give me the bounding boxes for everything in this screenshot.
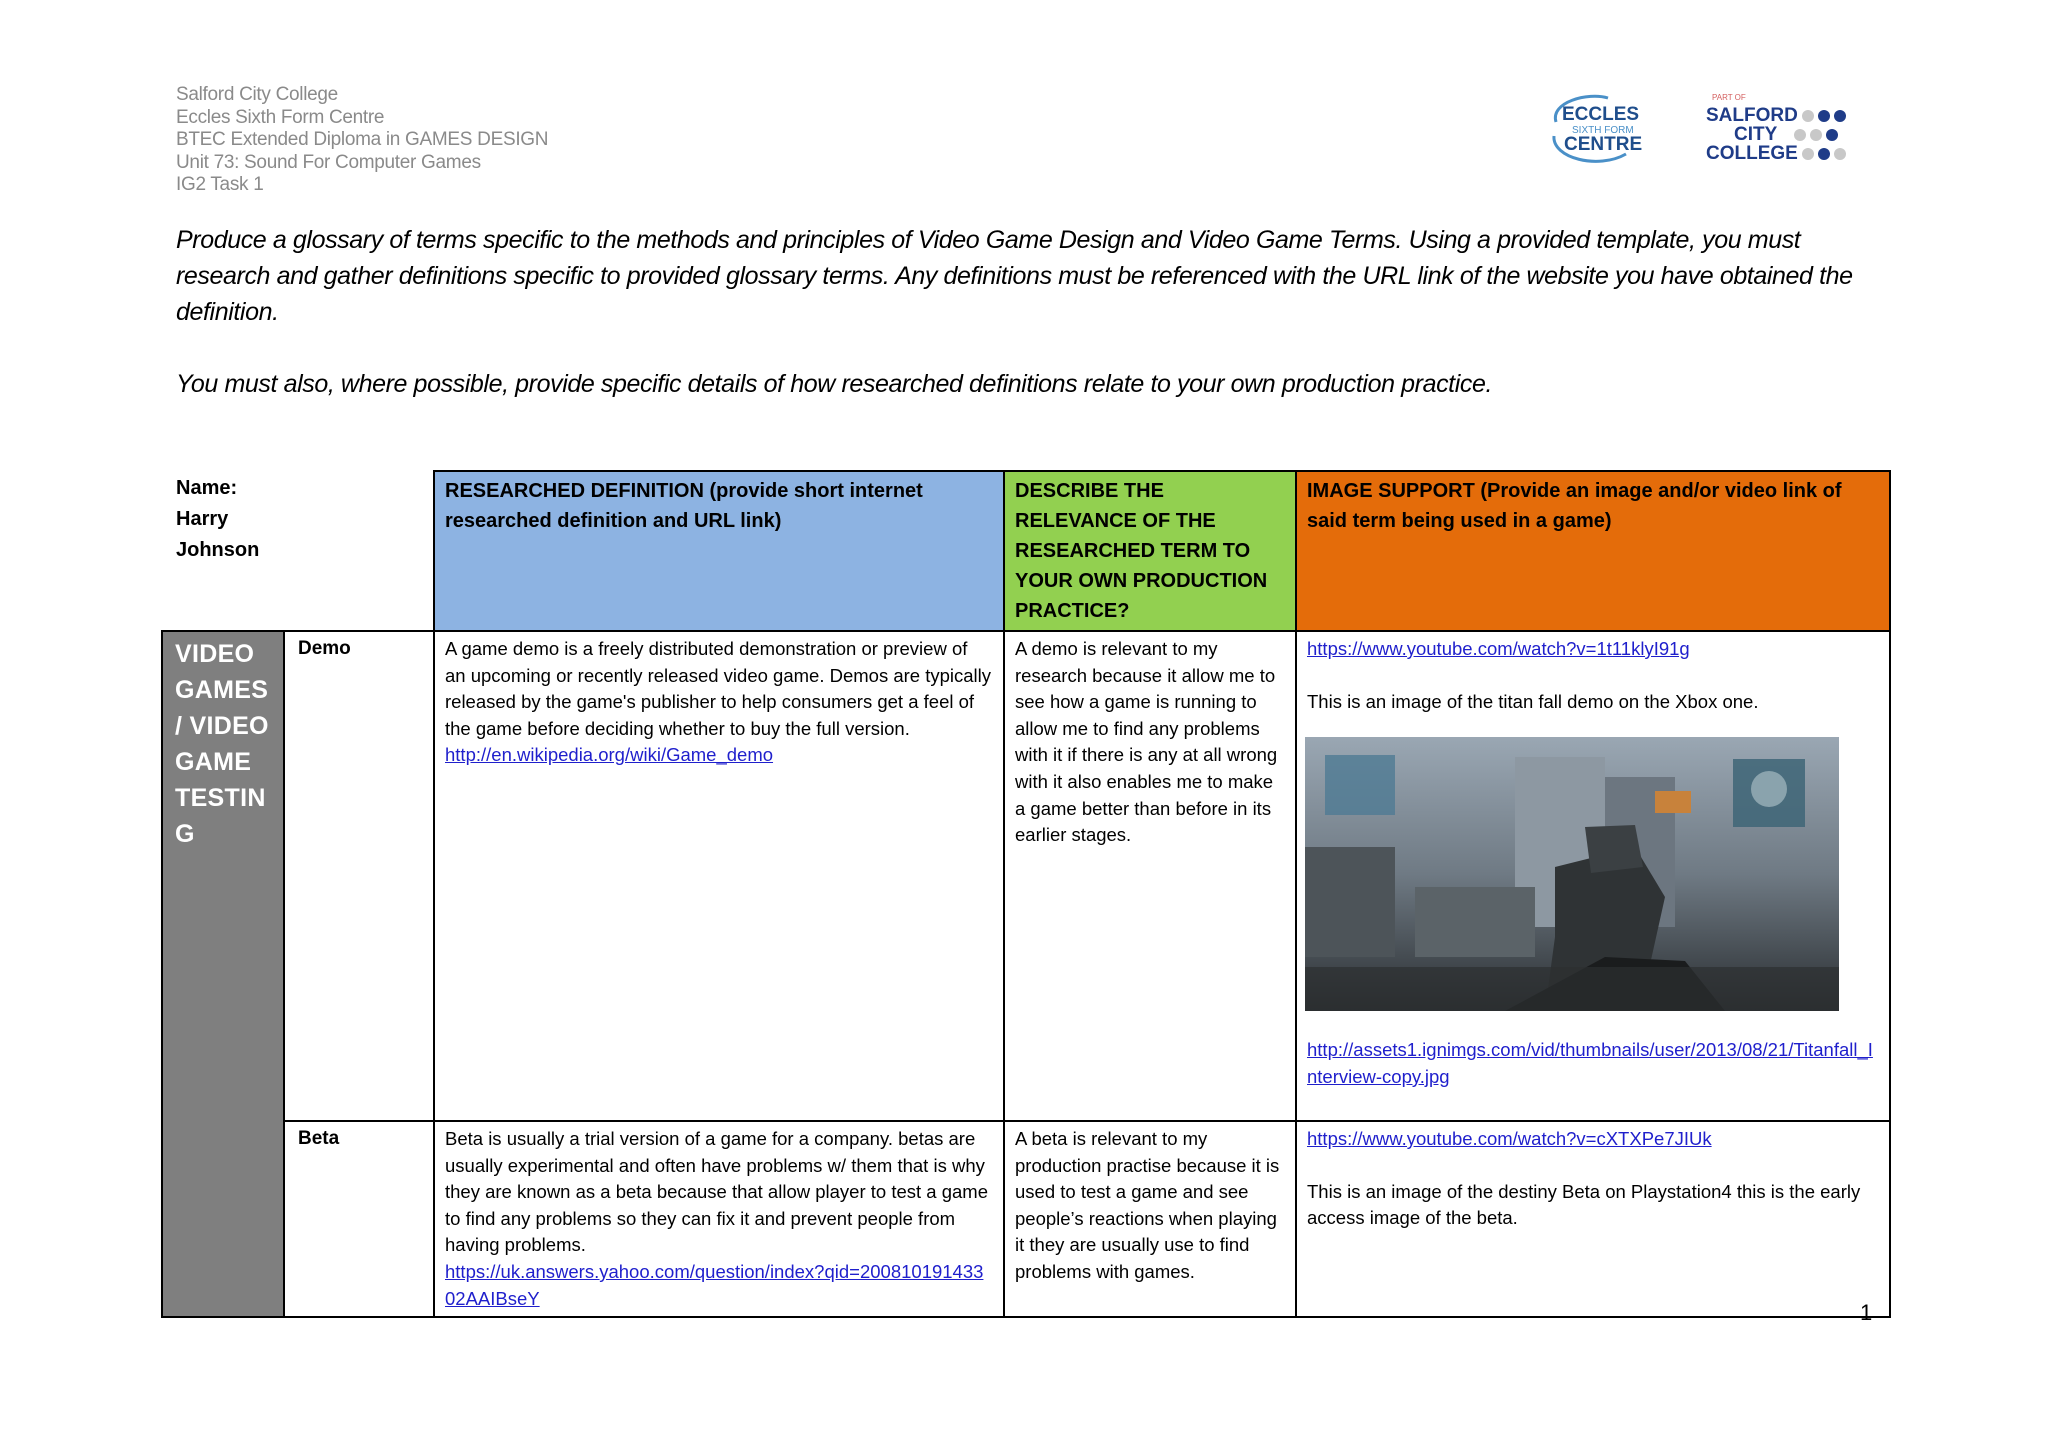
definition-beta [434, 1121, 1004, 1317]
definition-text: Beta is usually a trial version of a game for a company. betas are usually experimental and often have problems w/ them that is why they are known as a beta because that allow player to test a game to find any problems so they can fix it and prevent people from having problems. [445, 1128, 988, 1256]
student-name-cell [162, 471, 434, 631]
column-header-definition: RESEARCHED DEFINITION (provide short internet researched definition and URL link) [434, 471, 1004, 631]
definition-link[interactable]: http://en.wikipedia.org/wiki/Game_demo [445, 744, 774, 766]
eccles-centre-logo [1554, 96, 1642, 161]
relevance-beta: A beta is relevant to my production practise because it is used to test a game and see people’s reactions when playing it they are usually use to find problems with games. [1004, 1121, 1296, 1317]
table-row [162, 631, 1890, 1121]
header-line-course: BTEC Extended Diploma in GAMES DESIGN [176, 129, 549, 150]
header-line-college: Salford City College [176, 84, 338, 105]
column-header-image: IMAGE SUPPORT (Provide an image and/or video link of said term being used in a game) [1296, 471, 1890, 631]
definition-text: A game demo is a freely distributed demonstration or preview of an upcoming or recently released video game. Demos are typically released by the game's publisher to help consumers get a feel of the game before deciding whether to buy the full version. [445, 638, 992, 739]
salford-city-college-logo [1706, 93, 1846, 164]
glossary-table [161, 470, 1891, 1318]
definition-demo [434, 631, 1004, 1121]
titanfall-screenshot-image [1305, 737, 1839, 1011]
term-demo: Demo [284, 631, 434, 1121]
name-value-last: Johnson [176, 539, 260, 561]
category-label: VIDEO GAMES / VIDEO GAME TESTING [162, 631, 284, 1317]
video-link[interactable]: https://www.youtube.com/watch?v=1t11klyI91g [1307, 638, 1690, 659]
eccles-logo-line1: ECCLES [1562, 104, 1640, 125]
eccles-logo-line2: SIXTH FORM [1572, 125, 1634, 136]
image-description: This is an image of the destiny Beta on Playstation4 this is the early access image of the beta. [1307, 1180, 1861, 1229]
header-line-unit: Unit 73: Sound For Computer Games [176, 151, 481, 173]
column-header-relevance: DESCRIBE THE RELEVANCE OF THE RESEARCHED TERM TO YOUR OWN PRODUCTION PRACTICE? [1004, 471, 1296, 631]
image-description: This is an image of the titan fall demo on the Xbox one. [1307, 690, 1759, 712]
page-number: 1 [1860, 1300, 1873, 1325]
table-row [162, 1121, 1890, 1317]
image-support-beta [1296, 1121, 1890, 1317]
image-support-demo [1296, 631, 1890, 1121]
salford-logo-line1: SALFORD [1706, 105, 1798, 126]
document-header [176, 84, 548, 197]
table-header-row [162, 471, 1890, 631]
instructions-paragraph-2: You must also, where possible, provide specific details of how researched definitions relate to your own production practice. [176, 370, 1493, 398]
video-link[interactable]: https://www.youtube.com/watch?v=cXTXPe7JIUk [1307, 1128, 1712, 1149]
name-value-first: Harry [176, 508, 229, 530]
header-line-centre: Eccles Sixth Form Centre [176, 106, 385, 128]
instructions-paragraph-1: Produce a glossary of terms specific to the methods and principles of Video Game Design and Video Game Terms. Using a provided template, you must research and gather definitions specific to provided glossary terms. Any definitions must be referenced with the URL link of the website you have obtained the definition. [176, 226, 1853, 326]
college-logos [1548, 92, 1868, 170]
salford-logo-line3: COLLEGE [1706, 143, 1798, 164]
definition-link[interactable]: https://uk.answers.yahoo.com/question/index?qid=20081019143302AAIBseY [445, 1260, 984, 1309]
name-label: Name: [176, 477, 238, 499]
salford-logo-partof: PART OF [1712, 93, 1746, 102]
image-source-link[interactable]: http://assets1.ignimgs.com/vid/thumbnails/user/2013/08/21/Titanfall_Interview-copy.jpg [1307, 1039, 1873, 1087]
relevance-demo: A demo is relevant to my research because it allow me to see how a game is running to allow me to find any problems with it if there is any at all wrong with it also enables me to make a game better than before in its earlier stages. [1004, 631, 1296, 1121]
header-line-task: IG2 Task 1 [176, 174, 264, 195]
salford-logo-line2: CITY [1734, 124, 1778, 145]
task-instructions [176, 222, 1876, 402]
eccles-logo-line3: CENTRE [1564, 134, 1643, 155]
term-beta: Beta [284, 1121, 434, 1317]
